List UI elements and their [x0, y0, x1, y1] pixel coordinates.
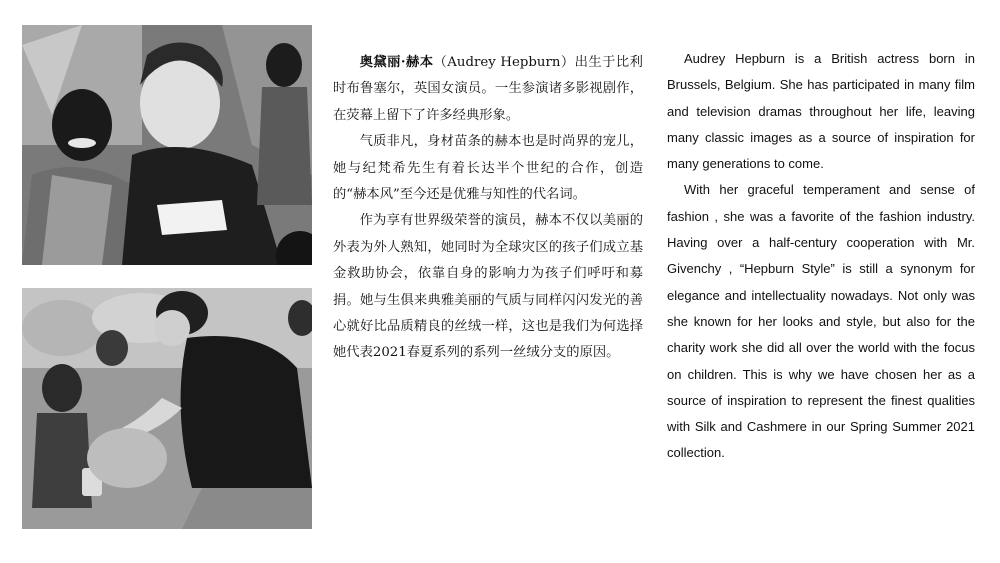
photo-hepburn-with-child-image	[22, 25, 312, 265]
photo-hepburn-caring-children-image	[22, 288, 312, 529]
chinese-text-column	[333, 50, 643, 367]
english-paragraph-1: Audrey Hepburn is a British actress born in Brussels, Belgium. She has participated in many film and television dramas throughout her life, leaving many classic images as a source of inspiration for many generations to come.	[667, 51, 975, 172]
photo-hepburn-caring-children	[22, 288, 312, 529]
english-paragraph-2: With her graceful temperament and sense of fashion , she was a favorite of the fashion industry. Having over a half-century cooperation with Mr. Givenchy , “Hepburn Style” is still a synonym for elegance and intellectuality nowadays. Not only was she known for her looks and style, but also for the charity work she did all over the world with the focus on children. This is why we have chosen her as a source of inspiration to represent the finest qualities with Silk and Cashmere in our Spring Summer 2021 collection.	[667, 182, 975, 461]
english-text-column	[667, 46, 975, 467]
chinese-paragraph-1-text: （Audrey Hepburn）出生于比利时布鲁塞尔，英国女演员。一生参演诸多影视剧作，在荧幕上留下了许多经典形象。	[333, 55, 643, 123]
chinese-paragraph-1	[333, 50, 643, 129]
photo-hepburn-with-child	[22, 25, 312, 265]
chinese-paragraph-3: 作为享有世界级荣誉的演员，赫本不仅以美丽的外表为外人熟知，她同时为全球灾区的孩子们成立基金救助协会，依靠自身的影响力为孩子们呼吁和募捐。她与生俱来典雅美丽的气质与同样闪闪发光的善心就好比品质精良的丝绒一样，这也是我们为何选择她代表2021春夏系列的系列一丝绒分支的原因。	[333, 213, 643, 361]
chinese-paragraph-2: 气质非凡，身材苗条的赫本也是时尚界的宠儿，她与纪梵希先生有着长达半个世纪的合作，创造的“赫本风”至今还是优雅与知性的代名词。	[333, 134, 643, 203]
name-chinese: 奥黛丽·赫本	[359, 55, 434, 70]
